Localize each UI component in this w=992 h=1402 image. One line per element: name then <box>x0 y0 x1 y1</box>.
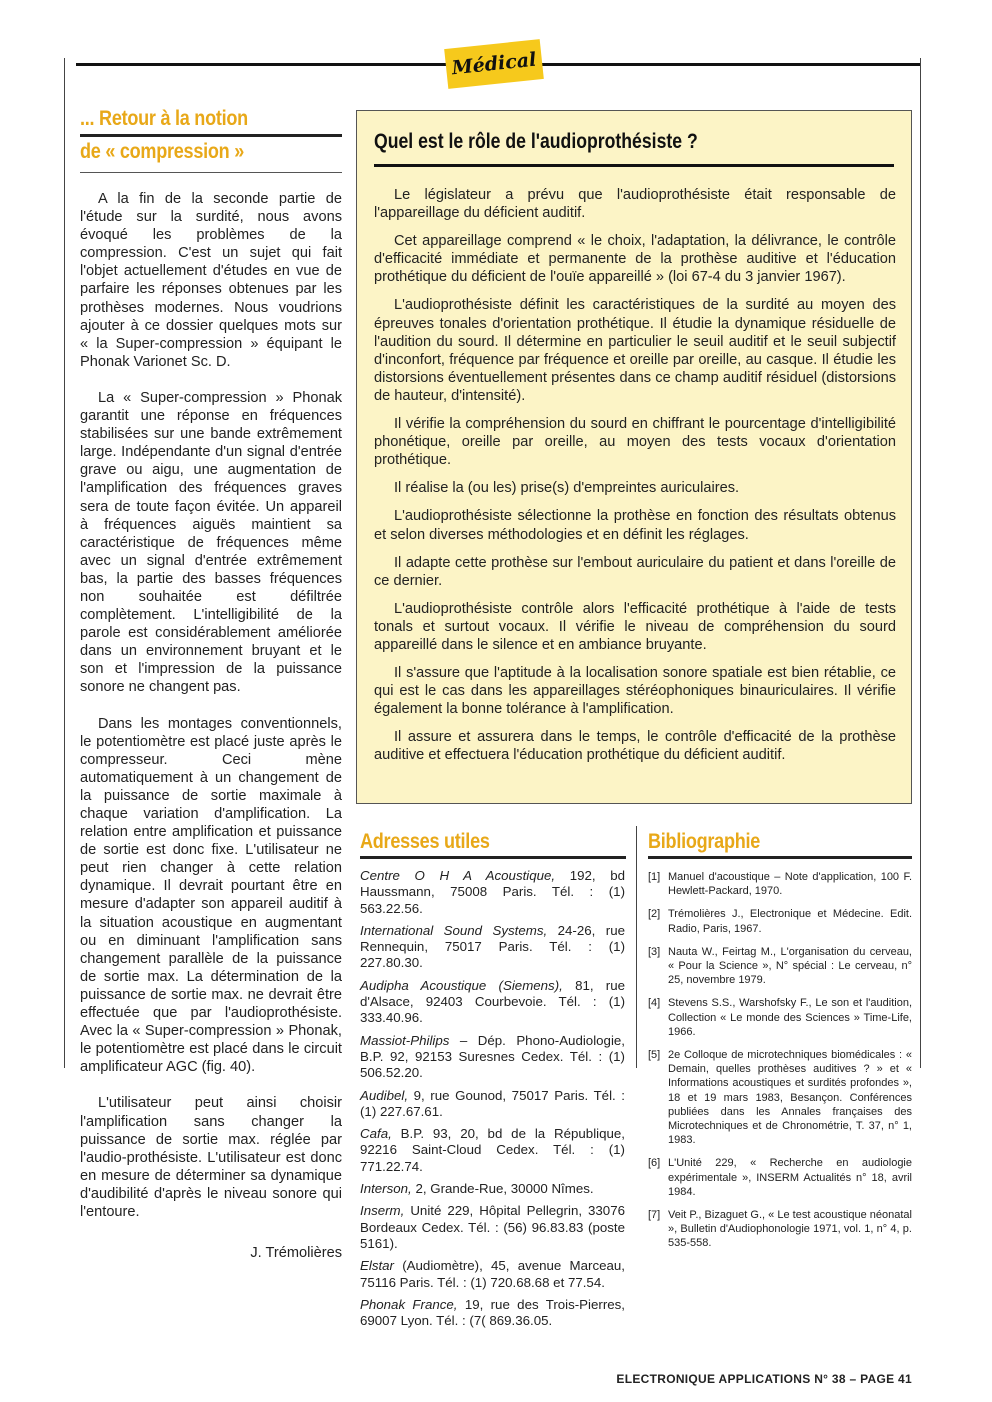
bibliography-heading: Bibliographie <box>648 830 761 853</box>
address-item: Elstar (Audiomètre), 45, avenue Marceau, 75116 Paris. Tél. : (1) 720.68.68 et 77.54. <box>360 1258 625 1290</box>
box-paragraph: Le législateur a prévu que l'audioprothésiste était responsable de l'appareillage du déficient auditif. <box>374 187 896 222</box>
bibliography-heading-rule <box>648 856 912 859</box>
box-paragraph: L'audioprothésiste définit les caractéristiques de la surdité au moyen des épreuves tonales d'orientation prothétique. Il étudie la dynamique résiduelle de l'audition du sourd. Il détermine en particulier le seuil auditif et le seuil subjectif d'inconfort, fréquence par fréquence et oreille par oreille, au casque. Il étudie les distorsions éventuellement présentes dans ce champ auditif résiduel (distorsions de hauteur, d'intensité). <box>374 297 896 404</box>
box-paragraph: Il réalise la (ou les) prise(s) d'empreintes auriculaires. <box>394 480 740 497</box>
bibliography-item: [4] Stevens S.S., Warshofsky F., Le son et l'audition, Collection « Le monde des Sciences » Time-Life, 1966. <box>648 997 912 1038</box>
bibliography-item: [7] Veit P., Bizaguet G., « Le test acoustique néonatal », Bulletin d'Audiophonologie 1971, vol. 1, n° 4, p. 535-558. <box>648 1209 912 1250</box>
bibliography-item: [2] Trémolières J., Electronique et Médecine. Edit. Radio, Paris, 1967. <box>648 908 912 935</box>
left-paragraph: La « Super-compression » Phonak garantit une réponse en fréquences stabilisées sur une bande extrêmement large. Indépendante d'un signal d'entrée grave ou aigu, une augmentation de l'amplification des fréquences graves sera de toute façon évitée. Un appareil à fréquences aiguës maintient sa caractéristique de fréquences même avec un signal d'entrée extrêmement bas, la partie des basses fréquences non souhaitée est défiltrée complètement. L'intelligibilité de la parole est considérablement améliorée dans un environnement bruyant et le son et l'impression de la puissance sonore ne changent pas. <box>80 389 342 696</box>
left-paragraph: L'utilisateur peut ainsi choisir l'amplification sans changer la puissance de sortie max. réglée par l'audio-prothésiste. L'utilisateur est donc en mesure de déterminer sa dynamique d'audibilité d'après le niveau sonore qui l'entoure. <box>80 1095 342 1220</box>
box-paragraph: L'audioprothésiste contrôle alors l'efficacité prothétique à l'aide de tests tonals et surtout vocaux. Il vérifie le niveau de compréhension du sourd appareillé dans le silence et en ambiance bruyante. <box>374 600 896 653</box>
column-divider <box>636 826 637 1068</box>
address-item: Inserm, Unité 229, Hôpital Pellegrin, 33076 Bordeaux Cedex. Tél. : (56) 96.83.83 (poste 5161). <box>360 1203 625 1251</box>
author-signature: J. Trémolières <box>250 1245 342 1261</box>
bibliography-item: [1] Manuel d'acoustique – Note d'application, 100 F. Hewlett-Packard, 1970. <box>648 871 912 898</box>
left-paragraph: Dans les montages conventionnels, le potentiomètre est placé juste après le compresseur. Ceci mène automatiquement à un changement de la puissance de sortie maximale à chaque variation d'amplification. La relation entre amplification et puissance de sortie est donc fixe. L'utilisateur ne peut rien changer à cette relation dynamique. Il devrait pourtant être en mesure d'adapter son appareil auditif à la situation acoustique en augmentant ou en diminuant l'amplification sans changement parallèle de la puissance de sortie max. La détermination de la puissance de sortie max. ne devrait être effectuée que par l'audioprothésiste. Avec la « Super-compression » Phonak, le potentiomètre est placé dans le circuit amplificateur AGC (fig. 40). <box>80 715 342 1076</box>
addresses-heading: Adresses utiles <box>360 830 490 853</box>
section-tag: Médical <box>444 39 544 89</box>
left-heading-rule-bottom <box>80 172 342 173</box>
page-footer: ELECTRONIQUE APPLICATIONS N° 38 – PAGE 41 <box>616 1372 912 1386</box>
address-item: Interson, 2, Grande-Rue, 30000 Nîmes. <box>360 1181 594 1197</box>
left-heading-line2: de « compression » <box>80 140 244 163</box>
address-item: Cafa, B.P. 93, 20, bd de la République, 92216 Saint-Cloud Cedex. Tél. : (1) 771.22.74. <box>360 1126 625 1174</box>
bibliography-item: [5] 2e Colloque de microtechniques biomédicales : « Demain, quelles prothèses auditives ? » et « Informations acoustiques et surdités profondes », 18 et 19 mars 1983, Besançon. Conférences publiées dans les Annales françaises des Microtechniques et de Chronométrie, T. 37, n° 1, 1983. <box>648 1049 912 1147</box>
box-paragraph: Il adapte cette prothèse sur l'embout auriculaire du patient et dans l'oreille de ce dernier. <box>374 554 896 589</box>
left-heading-line1: ... Retour à la notion <box>80 107 248 130</box>
addresses-list <box>360 868 625 1335</box>
box-paragraph: Il vérifie la compréhension du sourd en chiffrant le pourcentage d'intelligibilité phonétique, oreille par oreille, au moyen des tests vocaux d'orientation prothétique. <box>374 416 896 469</box>
box-body <box>374 186 896 775</box>
address-item: Audipha Acoustique (Siemens), 81, rue d'Alsace, 92403 Courbevoie. Tél. : (1) 333.40.96. <box>360 977 625 1026</box>
bibliography-item: [3] Nauta W., Feirtag M., L'organisation du cerveau, « Pour la Science », N° spécial : Le cerveau, n° 25, novembre 1979. <box>648 945 912 987</box>
left-paragraph: A la fin de la seconde partie de l'étude sur la surdité, nous avons évoqué les problèmes de la compression. C'est un sujet qui fait l'objet actuellement d'études en vue de parfaire les réponses obtenues par les prothèses modernes. Nous voudrions ajouter à ce dossier quelques mots sur « la Super-compression » équipant le Phonak Varionet Sc. D. <box>80 191 342 370</box>
box-title-rule <box>374 164 894 167</box>
left-border-rule <box>64 58 65 1068</box>
address-item: International Sound Systems, 24-26, rue Rennequin, 75017 Paris. Tél. : (1) 227.80.30. <box>360 922 626 971</box>
box-paragraph: Il assure et assurera dans le temps, le contrôle d'efficacité de la prothèse auditive et effectuera l'éducation prothétique du déficient auditif. <box>374 729 896 764</box>
address-item: Audibel, 9, rue Gounod, 75017 Paris. Tél. : (1) 227.67.61. <box>360 1087 625 1119</box>
bibliography-item: [6] L'Unité 229, « Recherche en audiologie expérimentale », INSERM Actualités n° 18, avril 1984. <box>648 1157 912 1198</box>
right-border-rule <box>920 58 921 1068</box>
bibliography-list <box>648 870 912 1260</box>
box-paragraph: L'audioprothésiste sélectionne la prothèse en fonction des résultats obtenus et selon diverses méthodologies et en définit les réglages. <box>374 508 896 543</box>
address-item: Phonak France, 19, rue des Trois-Pierres, 69007 Lyon. Tél. : (7( 869.36.05. <box>360 1296 625 1329</box>
left-heading-rule-top <box>80 134 342 137</box>
box-paragraph: Il s'assure que l'aptitude à la localisation sonore spatiale est bien rétablie, ce qui est le cas dans les appareillages stéréophoniques binauriculaires. Il vérifie également la bonne tolérance à l'amplification. <box>374 665 896 718</box>
address-item: Centre O H A Acoustique, 192, bd Haussmann, 75008 Paris. Tél. : (1) 563.22.56. <box>360 868 625 916</box>
left-article-body <box>80 190 342 1239</box>
box-title: Quel est le rôle de l'audioprothésiste ? <box>374 130 698 153</box>
address-item: Massiot-Philips – Dép. Phono-Audiologie, B.P. 92, 92153 Suresnes Cedex. Tél. : (1) 506.52.20. <box>360 1032 625 1081</box>
addresses-heading-rule <box>360 856 626 859</box>
box-paragraph: Cet appareillage comprend « le choix, l'adaptation, la délivrance, le contrôle d'efficacité immédiate et permanente de la prothèse auditive et l'éducation prothétique du déficient de l'ouïe appareillé » (loi 67-4 du 3 janvier 1967). <box>374 233 896 286</box>
